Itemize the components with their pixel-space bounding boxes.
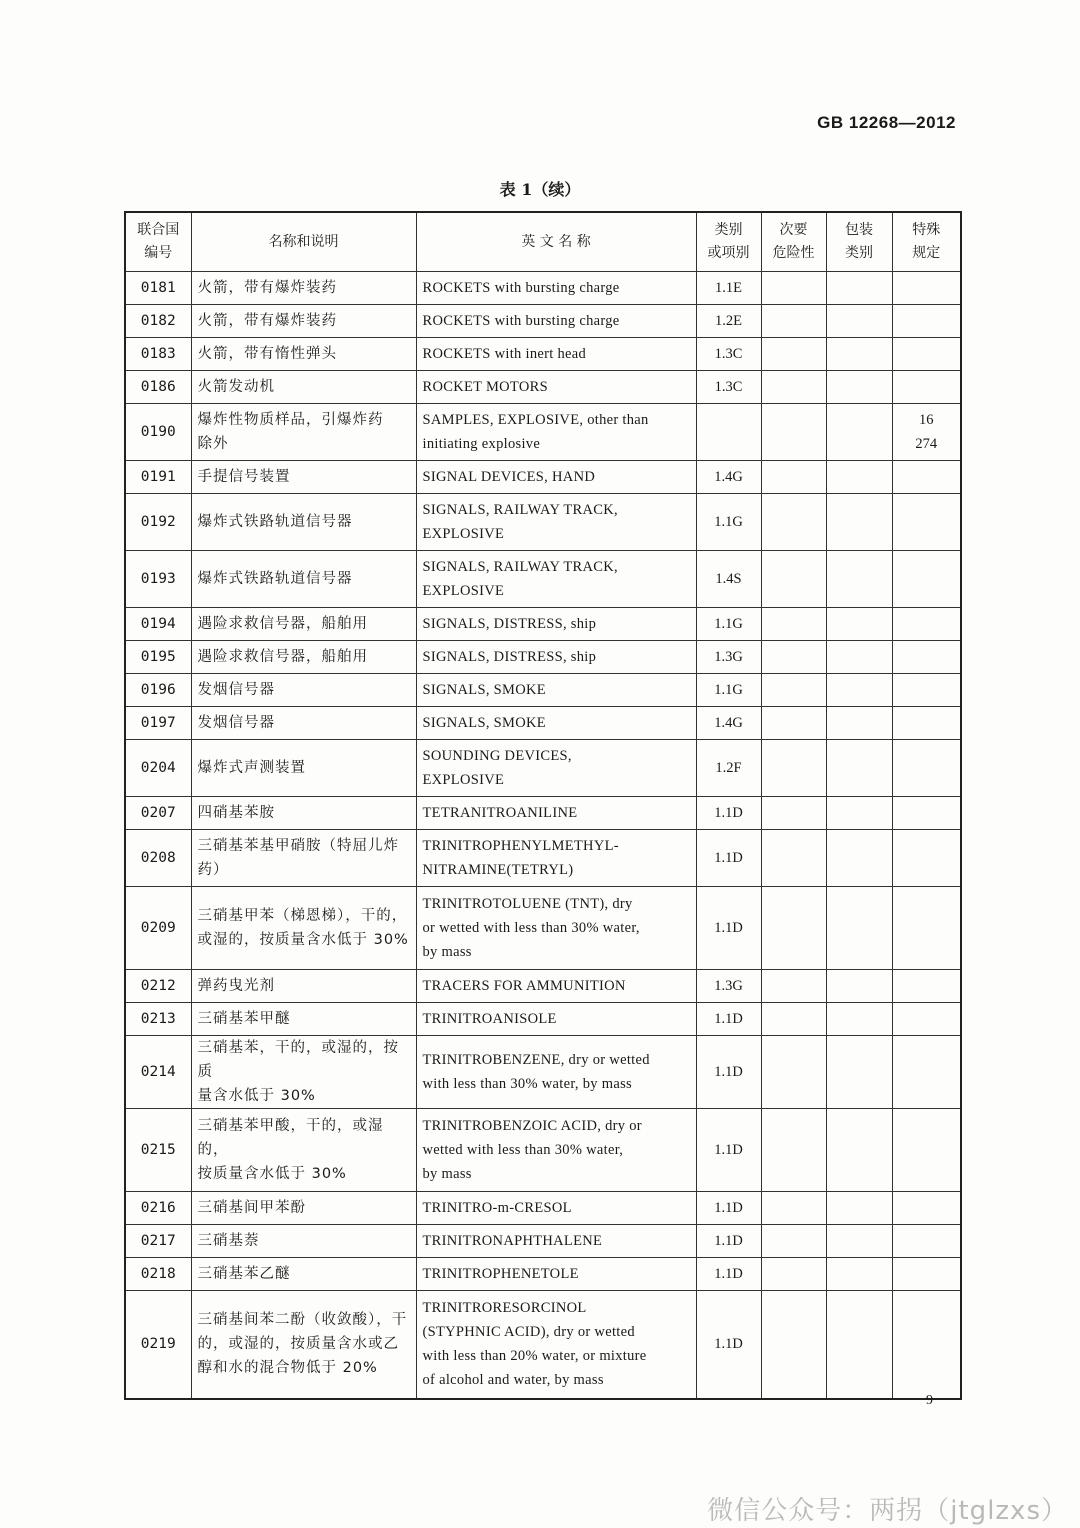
- subsidiary-risk-cell: [761, 1192, 826, 1225]
- special-provisions-cell: [892, 830, 961, 887]
- special-provisions-cell: [892, 1291, 961, 1399]
- special-provisions-cell: [892, 1192, 961, 1225]
- class-cell: 1.4S: [696, 551, 761, 608]
- special-provisions-cell: [892, 1036, 961, 1109]
- subsidiary-risk-cell: [761, 608, 826, 641]
- special-provisions-cell: [892, 1109, 961, 1192]
- class-cell: 1.2F: [696, 740, 761, 797]
- table-row: [125, 338, 961, 371]
- packing-group-cell: [826, 272, 892, 305]
- table-row: [125, 404, 961, 461]
- un-number-cell: 0192: [125, 494, 191, 551]
- table-row: [125, 1036, 961, 1109]
- chinese-name-cell: 三硝基甲苯（梯恩梯），干的， 或湿的，按质量含水低于 30%: [191, 887, 416, 970]
- english-name-cell: SIGNALS, SMOKE: [416, 674, 696, 707]
- table-row: [125, 740, 961, 797]
- table-header-row: [125, 212, 961, 272]
- english-name-cell: TRINITRONAPHTHALENE: [416, 1225, 696, 1258]
- subsidiary-risk-cell: [761, 740, 826, 797]
- standard-code: GB 12268—2012: [817, 113, 956, 132]
- packing-group-cell: [826, 371, 892, 404]
- special-provisions-cell: [892, 1258, 961, 1291]
- subsidiary-risk-cell: [761, 830, 826, 887]
- class-cell: 1.1E: [696, 272, 761, 305]
- packing-group-cell: [826, 1258, 892, 1291]
- chinese-name-cell: 火箭发动机: [191, 371, 416, 404]
- english-name-cell: SIGNALS, DISTRESS, ship: [416, 641, 696, 674]
- special-provisions-cell: [892, 338, 961, 371]
- un-number-cell: 0191: [125, 461, 191, 494]
- english-name-cell: ROCKETS with bursting charge: [416, 305, 696, 338]
- special-provisions-cell: [892, 551, 961, 608]
- un-number-cell: 0195: [125, 641, 191, 674]
- class-cell: 1.1D: [696, 887, 761, 970]
- header-special-provisions: 特殊 规定: [892, 212, 961, 272]
- class-cell: 1.3C: [696, 338, 761, 371]
- packing-group-cell: [826, 305, 892, 338]
- class-cell: 1.1G: [696, 674, 761, 707]
- subsidiary-risk-cell: [761, 641, 826, 674]
- class-cell: 1.3G: [696, 970, 761, 1003]
- chinese-name-cell: 火箭，带有爆炸装药: [191, 272, 416, 305]
- table-title: 表 1（续）: [499, 180, 581, 199]
- un-number-cell: 0212: [125, 970, 191, 1003]
- class-cell: 1.1D: [696, 1192, 761, 1225]
- page-number: 9: [926, 1393, 933, 1408]
- chinese-name-cell: 四硝基苯胺: [191, 797, 416, 830]
- special-provisions-cell: [892, 887, 961, 970]
- table-row: [125, 1225, 961, 1258]
- un-number-cell: 0204: [125, 740, 191, 797]
- packing-group-cell: [826, 797, 892, 830]
- chinese-name-cell: 三硝基苯乙醚: [191, 1258, 416, 1291]
- table-row: [125, 674, 961, 707]
- un-number-cell: 0181: [125, 272, 191, 305]
- header-un-no: 联合国 编号: [125, 212, 191, 272]
- chinese-name-cell: 发烟信号器: [191, 674, 416, 707]
- subsidiary-risk-cell: [761, 970, 826, 1003]
- chinese-name-cell: 三硝基苯甲醚: [191, 1003, 416, 1036]
- special-provisions-cell: [892, 461, 961, 494]
- table-row: [125, 1291, 961, 1399]
- un-number-cell: 0216: [125, 1192, 191, 1225]
- chinese-name-cell: 爆炸性物质样品，引爆炸药 除外: [191, 404, 416, 461]
- subsidiary-risk-cell: [761, 887, 826, 970]
- chinese-name-cell: 三硝基间甲苯酚: [191, 1192, 416, 1225]
- table-row: [125, 797, 961, 830]
- class-cell: 1.2E: [696, 305, 761, 338]
- chinese-name-cell: 三硝基间苯二酚（收敛酸），干 的，或湿的，按质量含水或乙 醇和水的混合物低于 20%: [191, 1291, 416, 1399]
- english-name-cell: TRINITROANISOLE: [416, 1003, 696, 1036]
- english-name-cell: ROCKET MOTORS: [416, 371, 696, 404]
- un-number-cell: 0218: [125, 1258, 191, 1291]
- dangerous-goods-table: [124, 211, 962, 1400]
- chinese-name-cell: 爆炸式铁路轨道信号器: [191, 551, 416, 608]
- un-number-cell: 0219: [125, 1291, 191, 1399]
- english-name-cell: ROCKETS with inert head: [416, 338, 696, 371]
- un-number-cell: 0197: [125, 707, 191, 740]
- table-row: [125, 970, 961, 1003]
- chinese-name-cell: 弹药曳光剂: [191, 970, 416, 1003]
- packing-group-cell: [826, 830, 892, 887]
- un-number-cell: 0217: [125, 1225, 191, 1258]
- table-body: [125, 272, 961, 1399]
- chinese-name-cell: 发烟信号器: [191, 707, 416, 740]
- watermark-text: 微信公众号：两拐（jtglzxs）: [707, 1496, 1068, 1526]
- un-number-cell: 0193: [125, 551, 191, 608]
- class-cell: 1.1D: [696, 1258, 761, 1291]
- special-provisions-cell: [892, 797, 961, 830]
- un-number-cell: 0190: [125, 404, 191, 461]
- english-name-cell: SAMPLES, EXPLOSIVE, other than initiating explosive: [416, 404, 696, 461]
- special-provisions-cell: [892, 494, 961, 551]
- table-row: [125, 707, 961, 740]
- packing-group-cell: [826, 1003, 892, 1036]
- english-name-cell: ROCKETS with bursting charge: [416, 272, 696, 305]
- english-name-cell: TRINITRO-m-CRESOL: [416, 1192, 696, 1225]
- table-row: [125, 1109, 961, 1192]
- un-number-cell: 0182: [125, 305, 191, 338]
- header-subsidiary-risk: 次要 危险性: [761, 212, 826, 272]
- table-row: [125, 608, 961, 641]
- un-number-cell: 0213: [125, 1003, 191, 1036]
- un-number-cell: 0208: [125, 830, 191, 887]
- english-name-cell: TRINITROBENZOIC ACID, dry or wetted with less than 30% water, by mass: [416, 1109, 696, 1192]
- un-number-cell: 0215: [125, 1109, 191, 1192]
- subsidiary-risk-cell: [761, 551, 826, 608]
- subsidiary-risk-cell: [761, 1291, 826, 1399]
- subsidiary-risk-cell: [761, 1258, 826, 1291]
- packing-group-cell: [826, 404, 892, 461]
- table-row: [125, 1192, 961, 1225]
- chinese-name-cell: 三硝基苯基甲硝胺（特屈儿炸 药）: [191, 830, 416, 887]
- class-cell: 1.1D: [696, 1291, 761, 1399]
- table-row: [125, 1258, 961, 1291]
- packing-group-cell: [826, 887, 892, 970]
- table-row: [125, 494, 961, 551]
- chinese-name-cell: 火箭，带有爆炸装药: [191, 305, 416, 338]
- class-cell: 1.1G: [696, 494, 761, 551]
- special-provisions-cell: [892, 707, 961, 740]
- english-name-cell: SIGNAL DEVICES, HAND: [416, 461, 696, 494]
- class-cell: 1.4G: [696, 707, 761, 740]
- special-provisions-cell: [892, 1225, 961, 1258]
- subsidiary-risk-cell: [761, 707, 826, 740]
- subsidiary-risk-cell: [761, 404, 826, 461]
- table-row: [125, 830, 961, 887]
- special-provisions-cell: [892, 371, 961, 404]
- un-number-cell: 0214: [125, 1036, 191, 1109]
- table-row: [125, 641, 961, 674]
- un-number-cell: 0207: [125, 797, 191, 830]
- packing-group-cell: [826, 461, 892, 494]
- class-cell: 1.1D: [696, 1225, 761, 1258]
- english-name-cell: TRINITROPHENETOLE: [416, 1258, 696, 1291]
- packing-group-cell: [826, 551, 892, 608]
- chinese-name-cell: 爆炸式铁路轨道信号器: [191, 494, 416, 551]
- class-cell: 1.1D: [696, 830, 761, 887]
- chinese-name-cell: 三硝基萘: [191, 1225, 416, 1258]
- packing-group-cell: [826, 608, 892, 641]
- special-provisions-cell: [892, 641, 961, 674]
- packing-group-cell: [826, 740, 892, 797]
- packing-group-cell: [826, 338, 892, 371]
- english-name-cell: TRACERS FOR AMMUNITION: [416, 970, 696, 1003]
- table-row: [125, 887, 961, 970]
- chinese-name-cell: 遇险求救信号器，船舶用: [191, 608, 416, 641]
- english-name-cell: SIGNALS, RAILWAY TRACK, EXPLOSIVE: [416, 494, 696, 551]
- packing-group-cell: [826, 641, 892, 674]
- subsidiary-risk-cell: [761, 1003, 826, 1036]
- chinese-name-cell: 三硝基苯甲酸，干的，或湿的， 按质量含水低于 30%: [191, 1109, 416, 1192]
- packing-group-cell: [826, 1192, 892, 1225]
- subsidiary-risk-cell: [761, 272, 826, 305]
- class-cell: 1.1D: [696, 1036, 761, 1109]
- packing-group-cell: [826, 1291, 892, 1399]
- table-row: [125, 1003, 961, 1036]
- subsidiary-risk-cell: [761, 1109, 826, 1192]
- table-row: [125, 371, 961, 404]
- header-class: 类别 或项别: [696, 212, 761, 272]
- subsidiary-risk-cell: [761, 338, 826, 371]
- subsidiary-risk-cell: [761, 797, 826, 830]
- subsidiary-risk-cell: [761, 1225, 826, 1258]
- chinese-name-cell: 火箭，带有惰性弹头: [191, 338, 416, 371]
- english-name-cell: SIGNALS, RAILWAY TRACK, EXPLOSIVE: [416, 551, 696, 608]
- english-name-cell: SIGNALS, DISTRESS, ship: [416, 608, 696, 641]
- special-provisions-cell: [892, 272, 961, 305]
- un-number-cell: 0194: [125, 608, 191, 641]
- subsidiary-risk-cell: [761, 674, 826, 707]
- english-name-cell: SOUNDING DEVICES, EXPLOSIVE: [416, 740, 696, 797]
- un-number-cell: 0196: [125, 674, 191, 707]
- subsidiary-risk-cell: [761, 494, 826, 551]
- table-row: [125, 461, 961, 494]
- packing-group-cell: [826, 1036, 892, 1109]
- english-name-cell: TRINITROPHENYLMETHYL- NITRAMINE(TETRYL): [416, 830, 696, 887]
- packing-group-cell: [826, 674, 892, 707]
- un-number-cell: 0183: [125, 338, 191, 371]
- special-provisions-cell: [892, 608, 961, 641]
- packing-group-cell: [826, 494, 892, 551]
- table-row: [125, 272, 961, 305]
- chinese-name-cell: 手提信号装置: [191, 461, 416, 494]
- table-row: [125, 305, 961, 338]
- subsidiary-risk-cell: [761, 305, 826, 338]
- subsidiary-risk-cell: [761, 1036, 826, 1109]
- class-cell: 1.3C: [696, 371, 761, 404]
- english-name-cell: TRINITRORESORCINOL (STYPHNIC ACID), dry or wetted with less than 20% water, or mixture of alcohol and water, by mass: [416, 1291, 696, 1399]
- class-cell: [696, 404, 761, 461]
- chinese-name-cell: 遇险求救信号器，船舶用: [191, 641, 416, 674]
- packing-group-cell: [826, 707, 892, 740]
- header-name-cn: 名称和说明: [191, 212, 416, 272]
- special-provisions-cell: [892, 674, 961, 707]
- un-number-cell: 0186: [125, 371, 191, 404]
- english-name-cell: SIGNALS, SMOKE: [416, 707, 696, 740]
- chinese-name-cell: 爆炸式声测装置: [191, 740, 416, 797]
- english-name-cell: TRINITROBENZENE, dry or wetted with less than 30% water, by mass: [416, 1036, 696, 1109]
- packing-group-cell: [826, 1109, 892, 1192]
- header-packing-group: 包装 类别: [826, 212, 892, 272]
- packing-group-cell: [826, 970, 892, 1003]
- class-cell: 1.1D: [696, 797, 761, 830]
- special-provisions-cell: 16 274: [892, 404, 961, 461]
- un-number-cell: 0209: [125, 887, 191, 970]
- english-name-cell: TETRANITROANILINE: [416, 797, 696, 830]
- class-cell: 1.1D: [696, 1003, 761, 1036]
- chinese-name-cell: 三硝基苯，干的，或湿的，按质 量含水低于 30%: [191, 1036, 416, 1109]
- class-cell: 1.4G: [696, 461, 761, 494]
- english-name-cell: TRINITROTOLUENE (TNT), dry or wetted with less than 30% water, by mass: [416, 887, 696, 970]
- special-provisions-cell: [892, 970, 961, 1003]
- class-cell: 1.1G: [696, 608, 761, 641]
- subsidiary-risk-cell: [761, 461, 826, 494]
- class-cell: 1.1D: [696, 1109, 761, 1192]
- packing-group-cell: [826, 1225, 892, 1258]
- header-name-en: 英 文 名 称: [416, 212, 696, 272]
- special-provisions-cell: [892, 740, 961, 797]
- table-row: [125, 551, 961, 608]
- subsidiary-risk-cell: [761, 371, 826, 404]
- special-provisions-cell: [892, 1003, 961, 1036]
- class-cell: 1.3G: [696, 641, 761, 674]
- special-provisions-cell: [892, 305, 961, 338]
